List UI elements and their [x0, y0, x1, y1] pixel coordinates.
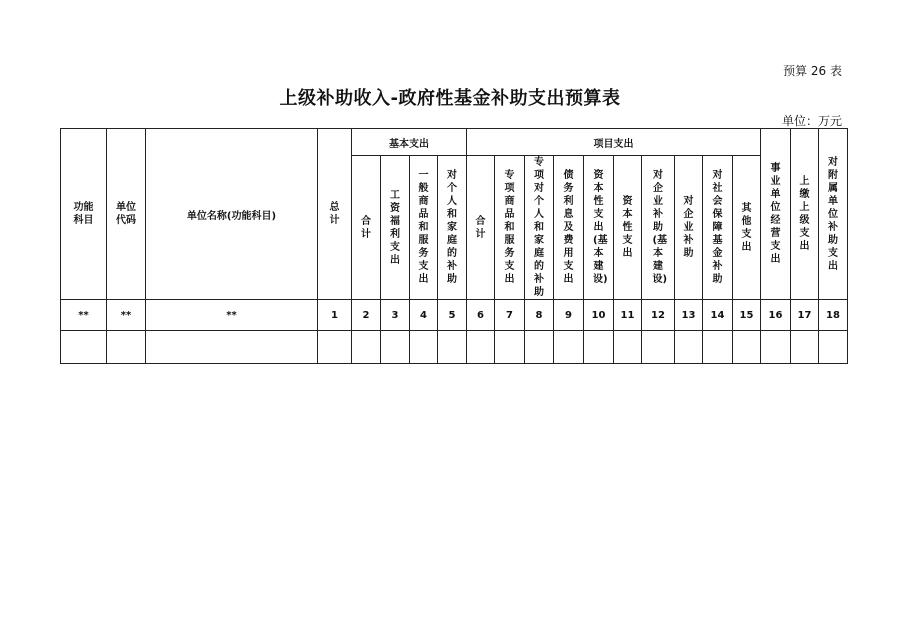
- header-basic-salary: 工资福利支出: [381, 156, 410, 300]
- table-cell: [107, 331, 146, 364]
- index-cell: **: [107, 300, 146, 331]
- index-cell: 13: [675, 300, 703, 331]
- header-row-1: [61, 129, 848, 156]
- table-cell: [467, 331, 495, 364]
- header-project-goods-services: 专项商品和服务支出: [495, 156, 525, 300]
- header-project-personal-subsidy: 专项对个人和家庭的补助: [525, 156, 554, 300]
- header-unit-code: 单位代码: [107, 129, 146, 300]
- header-basic-subtotal: 合计: [352, 156, 381, 300]
- table-cell: [554, 331, 584, 364]
- index-cell: **: [61, 300, 107, 331]
- header-basic-personal-subsidy: 对个人和家庭的补助: [438, 156, 467, 300]
- index-cell: 15: [733, 300, 761, 331]
- header-unit-name: 单位名称(功能科目): [146, 129, 318, 300]
- table-cell: [146, 331, 318, 364]
- table-cell: [703, 331, 733, 364]
- index-cell: 1: [318, 300, 352, 331]
- header-upper-payment: 上缴上级支出: [791, 129, 819, 300]
- header-project-capital-construction: 资本性支出(基本建设): [584, 156, 614, 300]
- table-row: [61, 331, 848, 364]
- index-cell: 12: [642, 300, 675, 331]
- table-cell: [614, 331, 642, 364]
- index-cell: 6: [467, 300, 495, 331]
- table-cell: [410, 331, 438, 364]
- header-project-other: 其他支出: [733, 156, 761, 300]
- header-project-subtotal: 合计: [467, 156, 495, 300]
- index-row: [61, 300, 848, 331]
- header-subsidiary-subsidy: 对附属单位补助支出: [819, 129, 848, 300]
- table-cell: [791, 331, 819, 364]
- table-cell: [352, 331, 381, 364]
- form-number: 预算 26 表: [783, 64, 842, 78]
- header-basic-goods-services: 一般商品和服务支出: [410, 156, 438, 300]
- index-cell: 18: [819, 300, 848, 331]
- header-project-capital: 资本性支出: [614, 156, 642, 300]
- table-cell: [61, 331, 107, 364]
- budget-table: [60, 128, 848, 364]
- index-cell: 16: [761, 300, 791, 331]
- table-cell: [318, 331, 352, 364]
- header-project-enterprise-subsidy: 对企业补助: [675, 156, 703, 300]
- index-cell: 5: [438, 300, 467, 331]
- table-cell: [761, 331, 791, 364]
- header-basic-expenditure: 基本支出: [352, 129, 467, 156]
- index-cell: 11: [614, 300, 642, 331]
- header-total: 总计: [318, 129, 352, 300]
- header-project-enterprise-construction: 对企业补助(基本建设): [642, 156, 675, 300]
- index-cell: 14: [703, 300, 733, 331]
- header-business-expenditure: 事业单位经营支出: [761, 129, 791, 300]
- header-project-social-security: 对社会保障基金补助: [703, 156, 733, 300]
- unit-label: 单位：万元: [781, 114, 842, 128]
- table-cell: [525, 331, 554, 364]
- table-cell: [584, 331, 614, 364]
- page-title: 上级补助收入-政府性基金补助支出预算表: [279, 88, 621, 109]
- table-cell: [495, 331, 525, 364]
- table-cell: [733, 331, 761, 364]
- index-cell: 17: [791, 300, 819, 331]
- table-cell: [438, 331, 467, 364]
- header-project-debt-interest: 债务利息及费用支出: [554, 156, 584, 300]
- table-cell: [819, 331, 848, 364]
- index-cell: **: [146, 300, 318, 331]
- index-cell: 3: [381, 300, 410, 331]
- index-cell: 7: [495, 300, 525, 331]
- table-cell: [642, 331, 675, 364]
- index-cell: 8: [525, 300, 554, 331]
- header-func-code: 功能科目: [61, 129, 107, 300]
- table-cell: [675, 331, 703, 364]
- index-cell: 10: [584, 300, 614, 331]
- header-project-expenditure: 项目支出: [467, 129, 761, 156]
- index-cell: 2: [352, 300, 381, 331]
- table-cell: [381, 331, 410, 364]
- index-cell: 4: [410, 300, 438, 331]
- index-cell: 9: [554, 300, 584, 331]
